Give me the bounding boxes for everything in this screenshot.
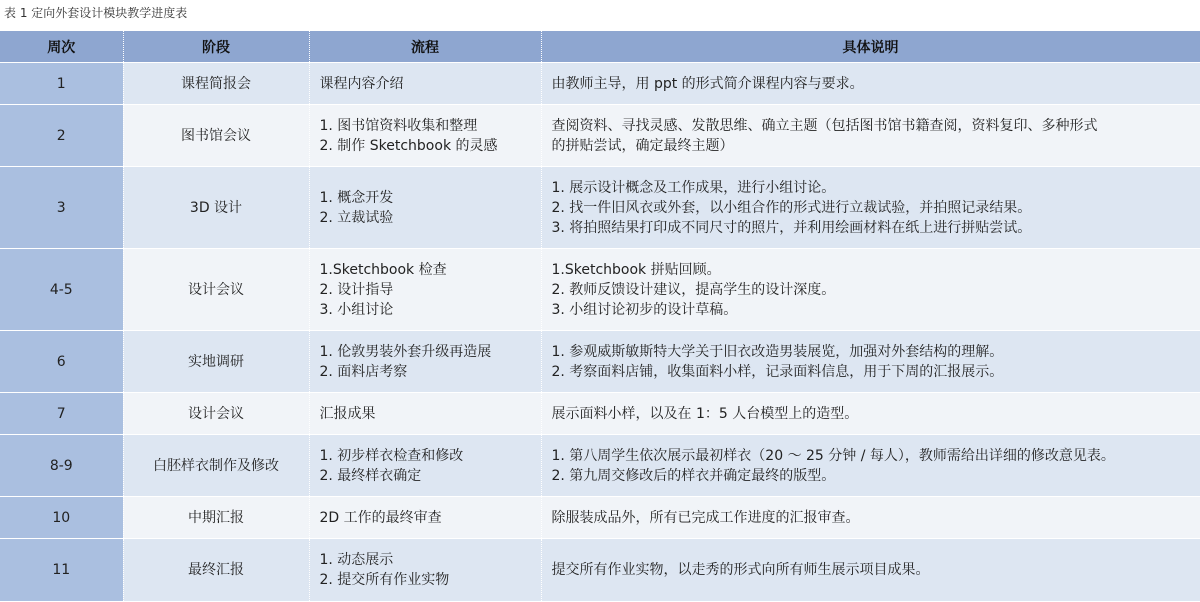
detail-line: 提交所有作业实物，以走秀的形式向所有师生展示项目成果。: [551, 561, 930, 578]
cell-detail: [541, 393, 1200, 435]
cell-stage: 设计会议: [123, 393, 309, 435]
header-detail: 具体说明: [541, 31, 1200, 63]
table-row: [0, 63, 1200, 105]
cell-flow: [309, 497, 541, 539]
cell-stage: 图书馆会议: [123, 105, 309, 167]
cell-stage: 白胚样衣制作及修改: [123, 435, 309, 497]
flow-line: 课程内容介绍: [319, 75, 404, 92]
table-row: [0, 393, 1200, 435]
flow-line: 2. 立裁试验: [319, 209, 394, 226]
cell-week: 11: [0, 539, 123, 601]
flow-line: 1. 图书馆资料收集和整理: [319, 117, 478, 134]
header-row: [0, 31, 1200, 63]
cell-stage: 课程简报会: [123, 63, 309, 105]
flow-line: 汇报成果: [319, 405, 376, 422]
table-caption: 表 1 定向外套设计模块教学进度表: [4, 6, 188, 20]
cell-week: 2: [0, 105, 123, 167]
flow-line: 2. 制作 Sketchbook 的灵感: [319, 137, 498, 154]
detail-line: 3. 小组讨论初步的设计草稿。: [551, 301, 738, 318]
cell-flow: [309, 435, 541, 497]
cell-week: 7: [0, 393, 123, 435]
cell-flow: [309, 167, 541, 249]
cell-week: 6: [0, 331, 123, 393]
cell-week: 8-9: [0, 435, 123, 497]
table-row: [0, 105, 1200, 167]
cell-detail: [541, 63, 1200, 105]
header-flow: 流程: [309, 31, 541, 63]
detail-line: 展示面料小样，以及在 1：5 人台模型上的造型。: [551, 405, 859, 422]
cell-week: 1: [0, 63, 123, 105]
cell-stage: 3D 设计: [123, 167, 309, 249]
detail-line: 3. 将拍照结果打印成不同尺寸的照片，并利用绘画材料在纸上进行拼贴尝试。: [551, 219, 1032, 236]
cell-stage: 实地调研: [123, 331, 309, 393]
detail-line: 2. 找一件旧风衣或外套，以小组合作的形式进行立裁试验，并拍照记录结果。: [551, 199, 1032, 216]
table-row: [0, 435, 1200, 497]
detail-line: 2. 教师反馈设计建议，提高学生的设计深度。: [551, 281, 836, 298]
detail-line: 由教师主导，用 ppt 的形式简介课程内容与要求。: [551, 75, 864, 92]
flow-line: 2. 提交所有作业实物: [319, 571, 450, 588]
flow-line: 3. 小组讨论: [319, 301, 394, 318]
flow-line: 2D 工作的最终审查: [319, 509, 442, 526]
cell-flow: [309, 249, 541, 331]
detail-line: 2. 第九周交修改后的样衣并确定最终的版型。: [551, 467, 836, 484]
flow-line: 1. 伦敦男装外套升级再造展: [319, 343, 492, 360]
table-row: [0, 331, 1200, 393]
table-row: [0, 249, 1200, 331]
detail-line: 1. 第八周学生依次展示最初样衣（20 ～ 25 分钟 / 每人），教师需给出详细的修改意见表。: [551, 447, 1115, 464]
table-row: [0, 497, 1200, 539]
cell-stage: 最终汇报: [123, 539, 309, 601]
cell-flow: [309, 539, 541, 601]
cell-detail: [541, 497, 1200, 539]
cell-flow: [309, 105, 541, 167]
detail-line: 2. 考察面料店铺，收集面料小样，记录面料信息，用于下周的汇报展示。: [551, 363, 1004, 380]
detail-line: 查阅资料、寻找灵感、发散思维、确立主题（包括图书馆书籍查阅，资料复印、多种形式: [551, 117, 1098, 134]
table-row: [0, 539, 1200, 601]
cell-stage: 设计会议: [123, 249, 309, 331]
cell-flow: [309, 331, 541, 393]
cell-detail: [541, 249, 1200, 331]
cell-flow: [309, 393, 541, 435]
cell-week: 3: [0, 167, 123, 249]
detail-line: 1.Sketchbook 拼贴回顾。: [551, 261, 721, 278]
flow-line: 1.Sketchbook 检查: [319, 261, 447, 278]
detail-line: 1. 参观威斯敏斯特大学关于旧衣改造男装展览，加强对外套结构的理解。: [551, 343, 1004, 360]
flow-line: 1. 初步样衣检查和修改: [319, 447, 464, 464]
cell-detail: [541, 331, 1200, 393]
flow-line: 2. 面料店考察: [319, 363, 408, 380]
cell-stage: 中期汇报: [123, 497, 309, 539]
flow-line: 2. 最终样衣确定: [319, 467, 422, 484]
cell-week: 4-5: [0, 249, 123, 331]
cell-week: 10: [0, 497, 123, 539]
header-week: 周次: [0, 31, 123, 63]
detail-line: 除服装成品外，所有已完成工作进度的汇报审查。: [551, 509, 860, 526]
schedule-table: [0, 31, 1200, 601]
flow-line: 1. 概念开发: [319, 189, 394, 206]
cell-detail: [541, 435, 1200, 497]
cell-detail: [541, 105, 1200, 167]
flow-line: 1. 动态展示: [319, 551, 394, 568]
flow-line: 2. 设计指导: [319, 281, 394, 298]
cell-flow: [309, 63, 541, 105]
table-body: [0, 63, 1200, 601]
header-stage: 阶段: [123, 31, 309, 63]
cell-detail: [541, 167, 1200, 249]
table-row: [0, 167, 1200, 249]
cell-detail: [541, 539, 1200, 601]
detail-line: 的拼贴尝试，确定最终主题）: [551, 137, 734, 154]
detail-line: 1. 展示设计概念及工作成果，进行小组讨论。: [551, 179, 836, 196]
